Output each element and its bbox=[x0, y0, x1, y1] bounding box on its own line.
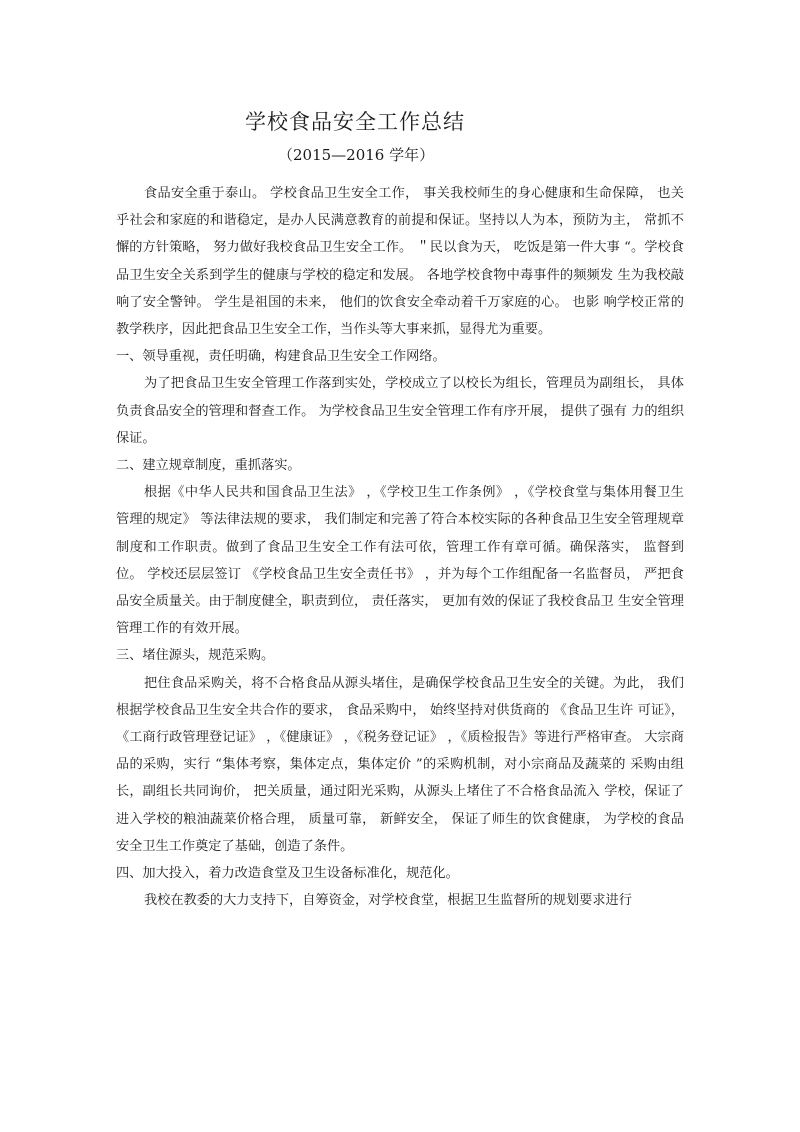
paragraph-intro: 食品安全重于泰山。 学校食品卫生安全工作， 事关我校师生的身心健康和生命保障， 也关乎社会和家庭的和谐稳定，是办人民满意教育的前提和保证。坚持以人为本，预防为主， 常抓不懈的方针策略， 努力做好我校食品卫生安全工作。 ＂民以食为天， 吃饭是第一件大事 “。学校食品卫生安全关系到学生的健康与学校的稳定和发展。 各地学校食物中毒事件的频频发 生为我校敲响了安全警钟。 学生是祖国的未来， 他们的饮食安全牵动着千万家庭的心。 也影 响学校正常的教学秩序，因此把食品卫生安全工作，当作头等大事来抓，显得尤为重要。 bbox=[116, 186, 684, 338]
paragraph-section-2: 根据《中华人民共和国食品卫生法》 ，《学校卫生工作条例》 ，《学校食堂与集体用餐卫生 管理的规定》 等法律法规的要求， 我们制定和完善了符合本校实际的各种食品卫生安全管理规章制度和工作职责。做到了食品卫生安全工作有法可依，管理工作有章可循。确保落实， 监督到位。 学校还层层签订 《学校食品卫生安全责任书》 ，并为每个工作组配备一名监督员， 严把食品安全质量关。由于制度健全，职责到位， 责任落实， 更加有效的保证了我校食品卫 生安全管理管理工作的有效开展。 bbox=[116, 485, 684, 637]
section-heading-4: 四、加大投入，着力改造食堂及卫生设备标准化，规范化。 bbox=[116, 866, 459, 882]
section-heading-1: 一、领导重视，责任明确，构建食品卫生安全工作网络。 bbox=[116, 349, 446, 365]
document-subtitle: （2015—2016 学年） bbox=[278, 146, 435, 164]
document-body bbox=[116, 180, 684, 914]
document-title: 学校食品安全工作总结 bbox=[245, 110, 465, 134]
section-heading-2: 二、建立规章制度，重抓落实。 bbox=[116, 458, 301, 474]
paragraph-section-4: 我校在教委的大力支持下，自筹资金，对学校食堂，根据卫生监督所的规划要求进行 bbox=[144, 893, 632, 909]
section-heading-3: 三、堵住源头，规范采购。 bbox=[116, 648, 275, 664]
paragraph-section-1: 为了把食品卫生安全管理工作落到实处，学校成立了以校长为组长，管理员为副组长， 具体负责食品安全的管理和督查工作。 为学校食品卫生安全管理工作有序开展， 提供了强有 力的组织保证。 bbox=[116, 376, 684, 446]
paragraph-section-3: 把住食品采购关，将不合格食品从源头堵住，是确保学校食品卫生安全的关键。为此， 我们根据学校食品卫生安全共合作的要求， 食品采购中， 始终坚持对供货商的 《食品卫生许 可证》，《工商行政管理登记证》 ，《健康证》 ，《税务登记证》 ，《质检报告》等进行严格审查。 大宗商品的采购，实行 “集体考察，集体定点，集体定价 ”的采购机制，对小宗商品及蔬菜的 采购由组长，副组长共同询价， 把关质量，通过阳光采购，从源头上堵住了不合格食品流入 学校，保证了进入学校的粮油蔬菜价格合理， 质量可靠， 新鲜安全， 保证了师生的饮食健康， 为学校的食品安全卫生工作奠定了基础，创造了条件。 bbox=[116, 675, 684, 854]
